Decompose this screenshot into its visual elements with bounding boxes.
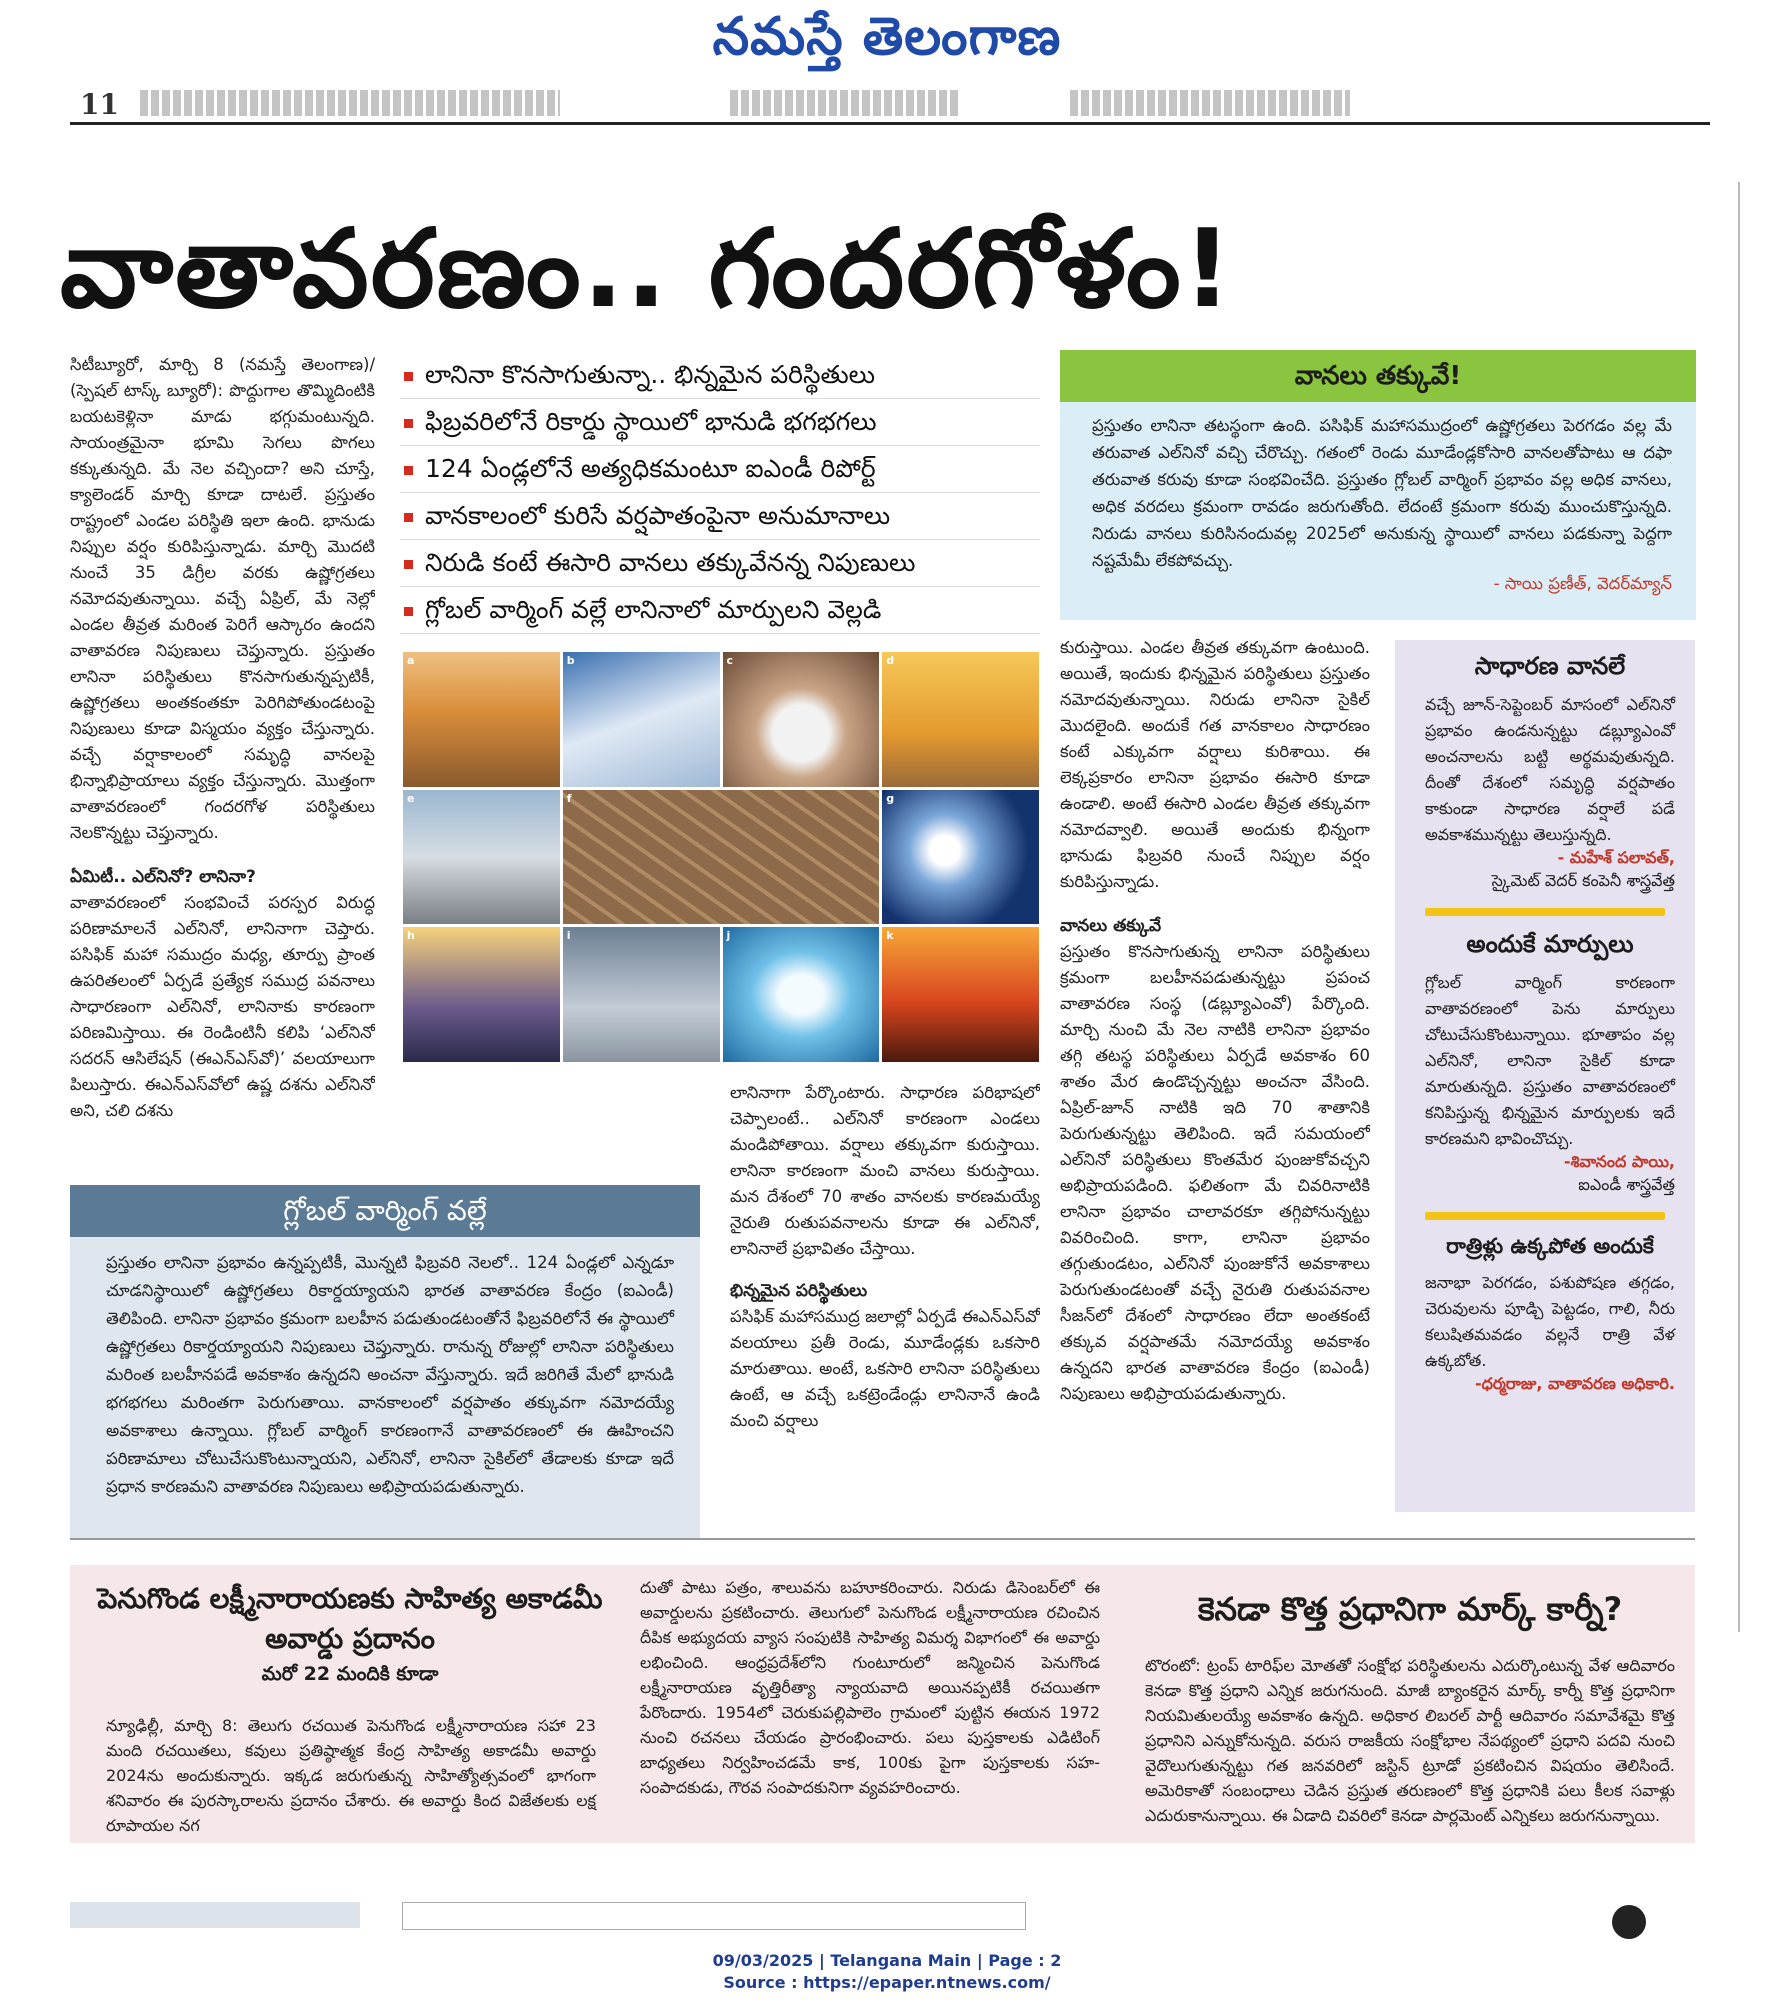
bullet-square-icon xyxy=(404,607,413,616)
bullet-item: నిరుడి కంటే ఈసారి వానలు తక్కువేనన్న నిపుణులు xyxy=(400,540,1040,587)
award-story-title: పెనుగొండ లక్ష్మీనారాయణకు సాహిత్య అకాడమీ అవార్డు ప్రదానం xyxy=(97,1582,603,1655)
expert-1-title: సాధారణ వానలే xyxy=(1474,652,1626,680)
expert-2-text: గ్లోబల్ వార్మింగ్ కారణంగా వాతావరణంలో పెను మార్పులు చోటుచేసుకొంటున్నాయి. భూతాపం వల్ల ఎల్‌నినో, లానినా సైకిల్ కూడా మారుతున్నది. ప్రస్తుతం వాతావరణంలో కనిపిస్తున్న భిన్నమైన మార్పులకు ఇదే కారణమని భావించొచ్చు. xyxy=(1425,973,1675,1148)
flooded-fields-photo: f xyxy=(563,790,880,925)
cyclone-satellite-photo: g xyxy=(882,790,1039,925)
expert-2-byline: -శివానంద పాయి, xyxy=(1563,1152,1675,1171)
headline: వాతావరణం.. గందరగోళం! xyxy=(60,207,1234,332)
expert-2-role: ఐఎండీ శాస్త్రవేత్త xyxy=(1578,1175,1675,1194)
ocean-heat-map-photo: j xyxy=(723,927,880,1062)
page-edge-rule xyxy=(1738,182,1740,1632)
masthead-title: నమస్తే తెలంగాణ xyxy=(712,6,1062,67)
bullet-item: వానకాలంలో కురిసే వర్షపాతంపైనా అనుమానాలు xyxy=(400,493,1040,540)
clouds-photo: b xyxy=(563,652,720,787)
right-text-1: కురుస్తాయి. ఎండల తీవ్రత తక్కువగా ఉంటుంది. అయితే, ఇందుకు భిన్నమైన పరిస్థితులు ప్రస్తుతం నమోదవుతున్నాయి. నిరుడు లానినా సైకిల్ మొదలైంది. అందుకే గత వానకాలం సాధారణం కంటే ఎక్కువగా వర్షాలు కురిశాయి. ఈ లెక్కప్రకారం లానినా ప్రభావం ఈసారి కూడా ఉండాలి. అంటే ఈసారి ఎండల తీవ్రత తక్కువగా నమోదవ్వాలి. అయితే అందుకు భిన్నంగా భానుడు ఫిబ్రవరి నుంచే నిప్పుల వర్షం కురిపిస్తున్నాడు. xyxy=(1060,638,1370,891)
wildfire-photo: k xyxy=(882,927,1039,1062)
global-warming-box xyxy=(70,1237,700,1539)
climate-photo-collage xyxy=(403,652,1039,1062)
expert-3-byline: -ధర్మరాజు, వాతావరణ అధికారి. xyxy=(1474,1374,1675,1393)
expert-3-text: జనాభా పెరగడం, పశుపోషణ తగ్గడం, చెరువులను పూడ్చి పెట్టడం, గాలి, నీరు కలుషితమవడం వల్లనే రాత్రి వేళ ఉక్కబోత. xyxy=(1425,1273,1675,1370)
right-column xyxy=(1060,635,1370,1525)
canada-story-title: కెనడా కొత్త ప్రధానిగా మార్క్ కార్నీ? xyxy=(1197,1590,1623,1628)
award-story-subtitle: మరో 22 మందికి కూడా xyxy=(261,1663,439,1685)
bullet-item: లానినా కొనసాగుతున్నా.. భిన్నమైన పరిస్థితులు xyxy=(400,352,1040,399)
expert-quotes-box xyxy=(1395,640,1695,1512)
header-strip-faded-text xyxy=(1070,90,1350,116)
hailstones-photo: c xyxy=(723,652,880,787)
expert-3-title: రాత్రిళ్లు ఉక్కపోత అందుకే xyxy=(1446,1234,1654,1258)
global-warming-box-text: ప్రస్తుతం లానినా ప్రభావం ఉన్నప్పటికీ, మొన్నటి ఫిబ్రవరి నెలలో.. 124 ఏండ్లలో ఎన్నడూ చూడనిస్థాయిలో ఉష్ణోగ్రతలు రికార్డయ్యాయని భారత వాతావరణ కేంద్రం (ఐఎండీ) తెలిపింది. లానినా ప్రభావం క్రమంగా బలహీన పడుతుండటంతోనే ఫిబ్రవరిలోనే ఈ స్థాయిలో ఉష్ణోగ్రతలు రికార్డయ్యాయని నిపుణులు చెప్తున్నారు. రానున్న రోజుల్లో లానినా పరిస్థితులు మరింత బలహీనపడే అవకాశం ఉన్నదని అంచనా వేస్తున్నారు. ఇదే జరిగితే మేలో భానుడి భగభగలు మరింతగా పెరుగుతాయి. వానకాలంలో వర్షపాతం తక్కువగా నమోదయ్యే అవకాశాలు ఉన్నాయి. గ్లోబల్ వార్మింగ్ కారణంగానే వాతావరణంలో ఈ ఊహించని పరిణామాలు చోటుచేసుకొంటున్నాయని, ఎల్‌నినో, లానినా సైకిల్‌లో తేడాలకు కూడా ఇదే ప్రధాన కారణమని వాతావరణ నిపుణులు అభిప్రాయపడుతున్నారు. xyxy=(106,1253,674,1496)
middle-text-1: లానినాగా పేర్కొంటారు. సాధారణ పరిభాషలో చెప్పాలంటే.. ఎల్‌నినో కారణంగా ఎండలు మండిపోతాయి. వర్షాలు తక్కువగా కురుస్తాయి. లానినా కారణంగా మంచి వానలు కురుస్తాయి. మన దేశంలో 70 శాతం వానలకు కారణమయ్యే నైరుతి రుతుపవనాలను కూడా ఈ ఎల్‌నినో, లానినాలే ప్రభావితం చేస్తాయి. xyxy=(730,1083,1040,1258)
award-story-text-1: న్యూఢిల్లీ, మార్చి 8: తెలుగు రచయిత పెనుగొండ లక్ష్మీనారాయణ సహా 23 మంది రచయితలు, కవులు ప్రతిష్ఠాత్మక కేంద్ర సాహిత్య అకాడమీ అవార్డు 2024ను అందుకున్నారు. ఇక్కడ జరుగుతున్న సాహిత్యోత్సవంలో భాగంగా శనివారం ఈ పురస్కారాలను ప్రదానం చేశారు. ఈ అవార్డు కింద విజేతలకు లక్ష రూపాయల నగ xyxy=(106,1716,596,1835)
footer-date-line: 09/03/2025 | Telangana Main | Page : 2 xyxy=(712,1951,1062,1970)
lightning-photo: h xyxy=(403,927,560,1062)
footer-source-line[interactable]: Source : https://epaper.ntnews.com/ xyxy=(723,1973,1051,1992)
drought-photo: a xyxy=(403,652,560,787)
expert-1-byline: - మహేశ్ పలావత్, xyxy=(1557,848,1675,867)
storm-damage-photo: e xyxy=(403,790,560,925)
bullet-item: గ్లోబల్ వార్మింగ్ వల్లే లానినాలో మార్పులని వెల్లడి xyxy=(400,587,1040,634)
green-box-byline: - సాయి ప్రణీత్, వెదర్‌మ్యాన్ xyxy=(1493,574,1672,593)
middle-text-2: పసిఫిక్ మహాసముద్ర జలాల్లో ఏర్పడే ఈఎన్‌ఎస్‌వో వలయాలు ప్రతీ రెండు, మూడేండ్లకు ఒకసారి మారుతాయి. అంటే, ఒకసారి లానినా పరిస్థితులు ఉంటే, ఆ వచ్చే ఒకట్రెండేండ్లు లానినానే ఉండి మంచి వర్షాలు xyxy=(730,1307,1040,1430)
footer xyxy=(0,1950,1774,1994)
green-box-text: ప్రస్తుతం లానినా తటస్థంగా ఉంది. పసిఫిక్ మహాసముద్రంలో ఉష్ణోగ్రతలు పెరగడం వల్ల మే తరువాత ఎల్‌నినో వచ్చి చేరొచ్చు. గతంలో రెండు మూడేండ్లకోసారి వానలతోపాటు ఆ దఫా తరువాత కరువు కూడా సంభవించేది. ప్రస్తుతం గ్లోబల్ వార్మింగ్ ప్రభావం వల్ల అధిక వానలు, అధిక వరదలు క్రమంగా రావడం జరుగుతోంది. లేదంటే క్రమంగా కరువు ముంచుకొస్తున్నది. నిరుడు వానలు కురిసినందువల్ల 2025లో అనుకున్న స్థాయిలో వానలు పడకున్నా పెద్దగా నష్టమేమీ లేకపోవచ్చు. xyxy=(1092,416,1672,570)
bottom-stories-panel xyxy=(70,1565,1695,1843)
tornado-photo: i xyxy=(563,927,720,1062)
intro-subhead: ఏమిటీ.. ఎల్‌నినో? లానినా? xyxy=(70,867,256,887)
green-box-title: వానలు తక్కువే! xyxy=(1060,350,1696,402)
green-box xyxy=(1060,402,1696,620)
bullet-square-icon xyxy=(404,372,413,381)
right-subhead: వానలు తక్కువే xyxy=(1060,916,1162,936)
bullet-list xyxy=(400,352,1040,634)
expert-1-text: వచ్చే జూన్-సెప్టెంబర్ మాసంలో ఎల్‌నినో ప్రభావం ఉండనున్నట్టు డబ్ల్యూఎంవో అంచనాలను బట్టి అర్థమవుతున్నది. దీంతో దేశంలో సమృద్ధి వర్షపాతం కాకుండా సాధారణ వర్షాలే పడే అవకాశమున్నట్టు తెలుస్తున్నది. xyxy=(1425,695,1675,844)
intro-text: సిటీబ్యూరో, మార్చి 8 (నమస్తే తెలంగాణ)/ (స్పెషల్ టాస్క్ బ్యూరో): పొద్దుగాల తొమ్మిదింటికి బయటకెళ్లినా మాడు భగ్గుమంటున్నది. సాయంత్రమైనా భూమి సెగలు పొగలు కక్కుతున్నది. మే నెల వచ్చిందా? అని చూస్తే, క్యాలెండర్ మార్చి కూడా దాటలే. ప్రస్తుతం రాష్ట్రంలో ఎండల పరిస్థితి ఇలా ఉంది. భానుడు నిప్పుల వర్షం కురిపిస్తున్నాడు. మార్చి మొదటి నుంచే 35 డిగ్రీల వరకు ఉష్ణోగ్రతలు నమోదవుతున్నాయి. వచ్చే ఏప్రిల్, మే నెల్లో ఎండల తీవ్రత మరింత పెరిగే ఆస్కారం ఉందని వాతావరణ నిపుణులు చెప్తున్నారు. ప్రస్తుతం లానినా పరిస్థితులు కొనసాగుతున్నప్పటికీ, ఉష్ణోగ్రతలు అంతకంతకూ పెరిగిపోతుండటంపై నిపుణులు కూడా విస్మయం వ్యక్తం చేస్తున్నారు. వచ్చే వర్షాకాలంలో సమృద్ధి వానలపై భిన్నాభిప్రాయాలు వ్యక్తం చేస్తున్నారు. మొత్తంగా వాతావరణంలో గందరగోళ పరిస్థితులు నెలకొన్నట్టు చెప్తున్నారు. xyxy=(70,355,375,842)
page-corner-mark-icon xyxy=(1612,1905,1646,1939)
intro-subtext: వాతావరణంలో సంభవించే పరస్పర విరుద్ధ పరిణామాలనే ఎల్‌నినో, లానినాగా చెప్తారు. పసిఫిక్ మహా సముద్రం మధ్య, తూర్పు ప్రాంత ఉపరితలంలో ఏర్పడే ప్రత్యేక సముద్ర పవనాలు సాధారణంగా ఎల్‌నినో, లానినాకు కారణంగా పరిణమిస్తాయి. ఈ రెండింటినీ కలిపి ‘ఎల్‌నినో సదరన్ ఆసిలేషన్ (ఈఎన్‌ఎస్‌వో)’ వలయాలుగా పిలుస్తారు. ఈఎన్‌ఎస్‌వోలో ఉష్ణ దశను ఎల్‌నినో అని, చలి దశను xyxy=(70,893,375,1120)
header-strip-faded-text xyxy=(730,90,960,116)
bullet-square-icon xyxy=(404,513,413,522)
yellow-divider xyxy=(1425,1212,1665,1220)
bullet-item: 124 ఏండ్లలోనే అత్యధికమంటూ ఐఎండీ రిపోర్ట్ xyxy=(400,446,1040,493)
expert-2-title: అందుకే మార్పులు xyxy=(1466,930,1634,958)
next-article-stub xyxy=(402,1902,1026,1930)
bullet-item: ఫిబ్రవరిలోనే రికార్డు స్థాయిలో భానుడి భగభగలు xyxy=(400,399,1040,446)
bullet-square-icon xyxy=(404,560,413,569)
right-text-2: ప్రస్తుతం కొనసాగుతున్న లానినా పరిస్థితులు క్రమంగా బలహీనపడుతున్నట్టు ప్రపంచ వాతావరణ సంస్థ (డబ్ల్యూఎంవో) పేర్కొంది. మార్చి నుంచి మే నెల నాటికి లానినా ప్రభావం తగ్గి తటస్థ పరిస్థితులు ఏర్పడే అవకాశం 60 శాతం మేర ఉండొచ్చన్నట్టు అంచనా వేసింది. ఏప్రిల్-జూన్ నాటికి ఇది 70 శాతానికి పెరుగుతున్నట్టు తెలిపింది. ఇదే సమయంలో ఎల్‌నినో పరిస్థితులు కొంతమేర పుంజుకోవచ్చని అభిప్రాయపడింది. ఫలితంగా మే చివరినాటికి లానినా ప్రభావం చాలావరకూ తగ్గిపోనున్నట్టు వివరించింది. కాగా, లానినా ప్రభావం తగ్గుతుండటం, ఎల్‌నినో పుంజుకోనే అవకాశాలు పెరుగుతుండటంతో వచ్చే నైరుతి రుతుపవనాల సీజన్‌లో దేశంలో సాధారణం లేదా అంతకంటే తక్కువ వర్షపాతమే నమోదయ్యే అవకాశం ఉన్నదని భారత వాతావరణ కేంద్రం (ఐఎండీ) నిపుణులు అభిప్రాయపడుతున్నారు. xyxy=(1060,942,1370,1403)
middle-subhead: భిన్నమైన పరిస్థితులు xyxy=(730,1281,868,1301)
heatwave-city-photo: d xyxy=(882,652,1039,787)
bullet-square-icon xyxy=(404,419,413,428)
page-number: 11 xyxy=(80,88,119,121)
global-warming-box-title: గ్లోబల్ వార్మింగ్ వల్లే xyxy=(70,1185,700,1237)
award-story-headline-block xyxy=(90,1579,610,1690)
section-divider xyxy=(70,1538,1695,1540)
expert-1-role: స్కైమెట్ వెదర్ కంపెనీ శాస్త్రవేత్త xyxy=(1491,871,1675,890)
yellow-divider xyxy=(1425,908,1665,916)
next-article-stub xyxy=(70,1902,360,1928)
middle-column xyxy=(730,1080,1040,1525)
bullet-square-icon xyxy=(404,466,413,475)
award-story-text-2: దుతో పాటు పత్రం, శాలువను బహూకరించారు. నిరుడు డిసెంబర్‌లో ఈ అవార్డులను ప్రకటించారు. తెలుగులో పెనుగొండ లక్ష్మీనారాయణ రచించిన దీపిక అభ్యుదయ వ్యాస సంపుటికి సాహిత్య విమర్శ విభాగంలో ఈ అవార్డు లభించింది. ఆంధ్రప్రదేశ్‌లోని గుంటూరులో జన్మించిన పెనుగొండ లక్ష్మీనారాయణ వృత్తిరీత్యా న్యాయవాది అయినప్పటికీ రచయితగా పేరొందారు. 1954లో చెరుకుపల్లిపాలెం గ్రామంలో పుట్టిన ఈయన 1972 నుంచి రచనలు చేయడం ప్రారంభించారు. పలు పుస్తకాలకు ఎడిటింగ్ బాధ్యతలు నిర్వహించడమే కాక, 100కు పైగా పుస్తకాలకు సహ-సంపాదకుడు, గౌరవ సంపాదకునిగా వ్యవహరించారు. xyxy=(640,1578,1100,1797)
intro-column xyxy=(70,352,375,1172)
canada-story-text: టొరంటో: ట్రంప్ టారిఫ్‌ల మోతతో సంక్షోభ పరిస్థితులను ఎదుర్కొంటున్న వేళ ఆదివారం కెనడా కొత్త ప్రధాని ఎన్నిక జరుగనుంది. మాజీ బ్యాంకరైన మార్క్ కార్నీ కొత్త ప్రధానిగా నియమితులయ్యే అవకాశం ఉన్నది. అధికార లిబరల్ పార్టీ ఆదివారం సమావేశమై కొత్త ప్రధానిని ఎన్నుకోనున్నది. వరుస రాజకీయ సంక్షోభాల నేపథ్యంలో ప్రధాని పదవి నుంచి వైదొలుగుతున్నట్టు గత జనవరిలో జస్టిన్ ట్రూడో ప్రకటించిన విషయం తెలిసిందే. అమెరికాతో సంబంధాలు చెడిన ప్రస్తుత తరుణంలో కొత్త ప్రధానికి పలు కీలక సవాళ్లు ఎదురుకానున్నాయి. ఈ ఏడాది చివరిలో కెనడా పార్లమెంట్ ఎన్నికలు జరుగనున్నాయి. xyxy=(1145,1656,1675,1825)
header-strip-faded-text xyxy=(140,90,560,116)
masthead xyxy=(0,0,1774,90)
